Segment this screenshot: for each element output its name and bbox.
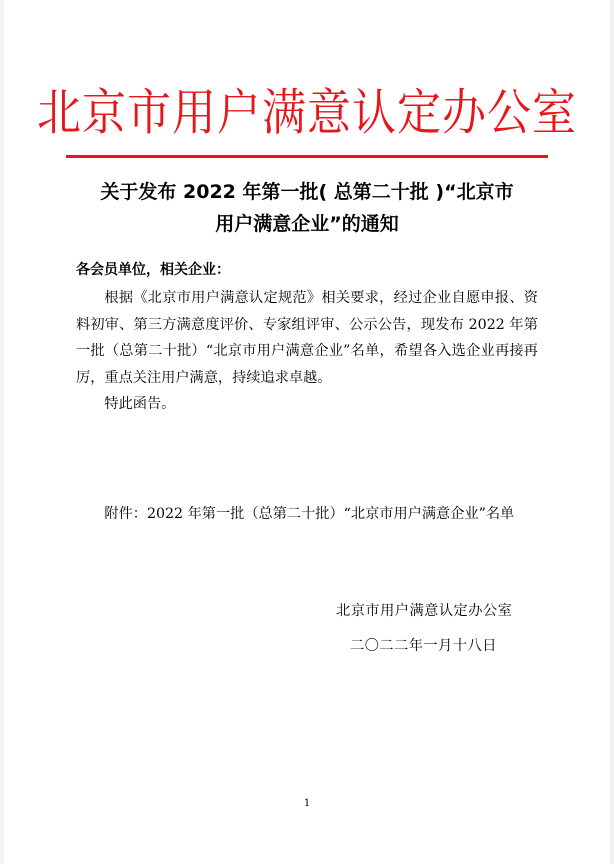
- attachment-note: [76, 497, 544, 531]
- body-text: [76, 285, 538, 418]
- document-title: [62, 176, 552, 240]
- body-paragraph-1: 根据《北京市用户满意认定规范》相关要求，经过企业自愿申报、资料初审、第三方满意度评价、专家组评审、公示公告，现发布 2022 年第一批（总第二十批）“北京市用户满意企业”名单，希望各入选企业再接再厉，重点关注用户满意，持续追求卓越。: [76, 290, 538, 386]
- signature-organization: 北京市用户满意认定办公室: [336, 603, 513, 619]
- body-paragraph-2: 特此函告。: [104, 396, 176, 412]
- attachment-text: 附件：2022 年第一批（总第二十批）“北京市用户满意企业”名单: [104, 506, 515, 522]
- document-title-line-2: 用户满意企业”的通知: [215, 213, 399, 235]
- letterhead-title: 北京市用户满意认定办公室: [37, 84, 577, 142]
- page-number: 1: [303, 798, 311, 809]
- document-title-line-1: 关于发布 2022 年第一批( 总第二十批 )“北京市: [100, 181, 514, 203]
- salutation: 各会员单位，相关企业：: [76, 262, 230, 278]
- signature-date: 二〇二二年一月十八日: [350, 638, 497, 654]
- letterhead-divider: [66, 155, 548, 158]
